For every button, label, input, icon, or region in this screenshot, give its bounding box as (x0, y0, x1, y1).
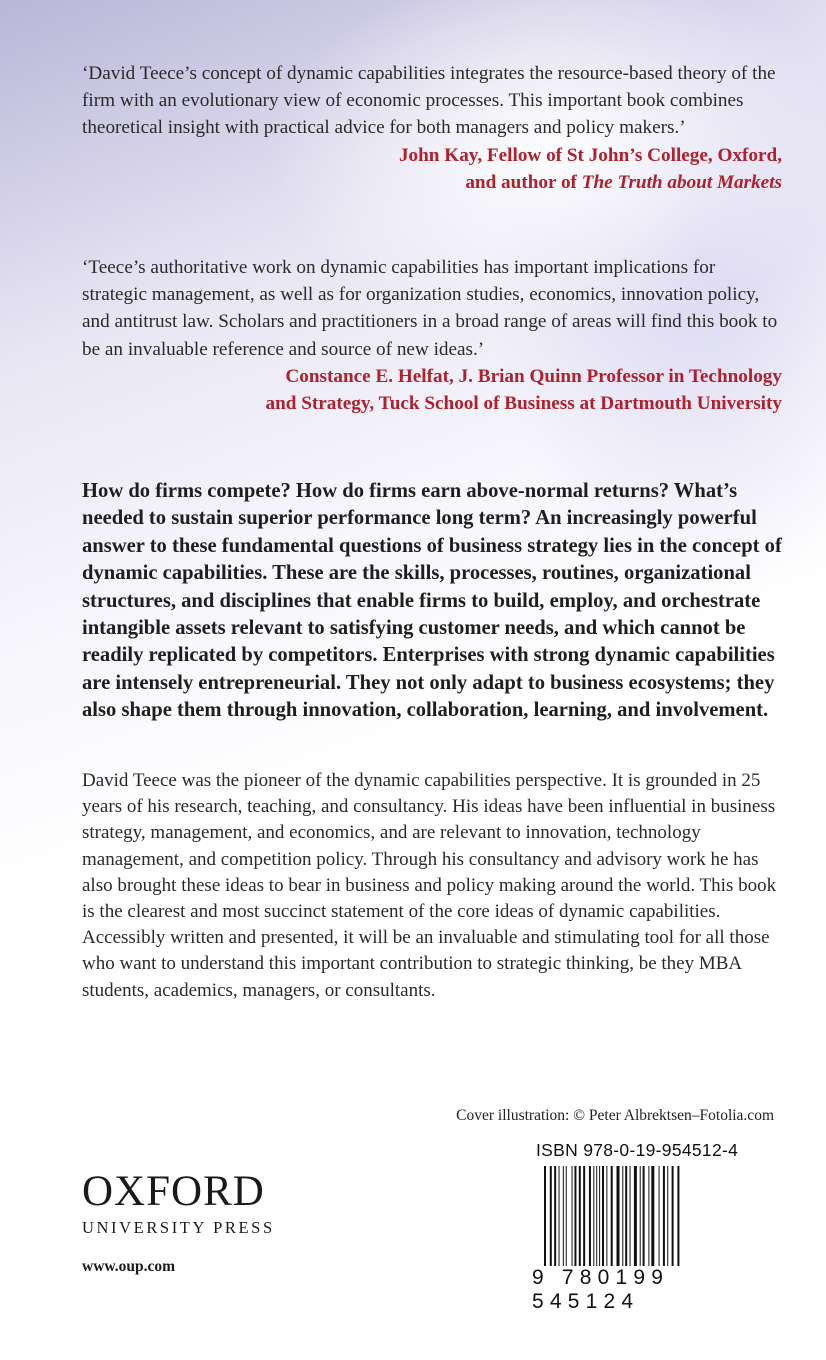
book-title: The Truth about Markets (581, 171, 782, 193)
book-blurb (82, 478, 782, 725)
publisher-subtitle: UNIVERSITY PRESS (82, 1218, 275, 1237)
attribution-line: Constance E. Helfat, J. Brian Quinn Professor in Technology (285, 365, 782, 387)
description-text: David Teece was the pioneer of the dynamic capabilities perspective. It is grounded in 25 years of his research, teaching, and consultancy. His ideas have been influential in business strategy, management, and economics, and are relevant to innovation, technology management, and competition policy. Through his consultancy and advisory work he has also brought these ideas to bear in business and policy making around the world. This book is the clearest and most succinct statement of the core ideas of dynamic capabilities. Accessibly written and presented, it will be an invaluable and stimulating tool for all those who want to understand this important contribution to strategic thinking, be they MBA students, academics, managers, or consultants. (82, 770, 777, 1001)
isbn-barcode-block (530, 1140, 774, 1313)
attribution-prefix: and author of (465, 171, 582, 193)
author-description (82, 768, 782, 1004)
attribution-line: John Kay, Fellow of St John’s College, Oxford, (398, 144, 782, 166)
endorsement-quote-2 (82, 254, 782, 417)
attribution-line: and Strategy, Tuck School of Business at Dartmouth University (265, 392, 782, 414)
quote-text: ‘David Teece’s concept of dynamic capabilities integrates the resource-based theory of the firm with an evolutionary view of economic processes. This important book combines theoretical insight with practical advice for both managers and policy makers.’ (82, 63, 776, 139)
publisher-name: OXFORD (82, 1168, 265, 1215)
blurb-text: How do firms compete? How do firms earn above-normal returns? What’s needed to sustain superior performance long term? An increasingly powerful answer to these fundamental questions of business strategy lies in the concept of dynamic capabilities. These are the skills, processes, routines, organizational structures, and disciplines that enable firms to build, employ, and orchestrate intangible assets relevant to satisfying customer needs, and which cannot be readily replicated by competitors. Enterprises with strong dynamic capabilities are intensely entrepreneurial. They not only adapt to business ecosystems; they also shape them through innovation, collaboration, learning, and involvement. (82, 480, 782, 722)
attribution-line (82, 169, 782, 196)
quote-attribution (82, 142, 782, 196)
isbn-label: ISBN 978-0-19-954512-4 (536, 1140, 739, 1160)
quote-attribution (82, 363, 782, 417)
barcode-digits: 9 780199 545124 (532, 1266, 670, 1313)
publisher-logo (82, 1170, 275, 1238)
cover-credit: Cover illustration: © Peter Albrektsen–Fotolia.com (456, 1107, 774, 1124)
publisher-url: www.oup.com (82, 1258, 176, 1275)
endorsement-quote-1 (82, 60, 782, 196)
quote-text: ‘Teece’s authoritative work on dynamic capabilities has important implications for strategic management, as well as for organization studies, economics, innovation policy, and antitrust law. Scholars and practitioners in a broad range of areas will find this book to be an invaluable reference and source of new ideas.’ (82, 257, 778, 360)
barcode-icon (536, 1166, 768, 1266)
